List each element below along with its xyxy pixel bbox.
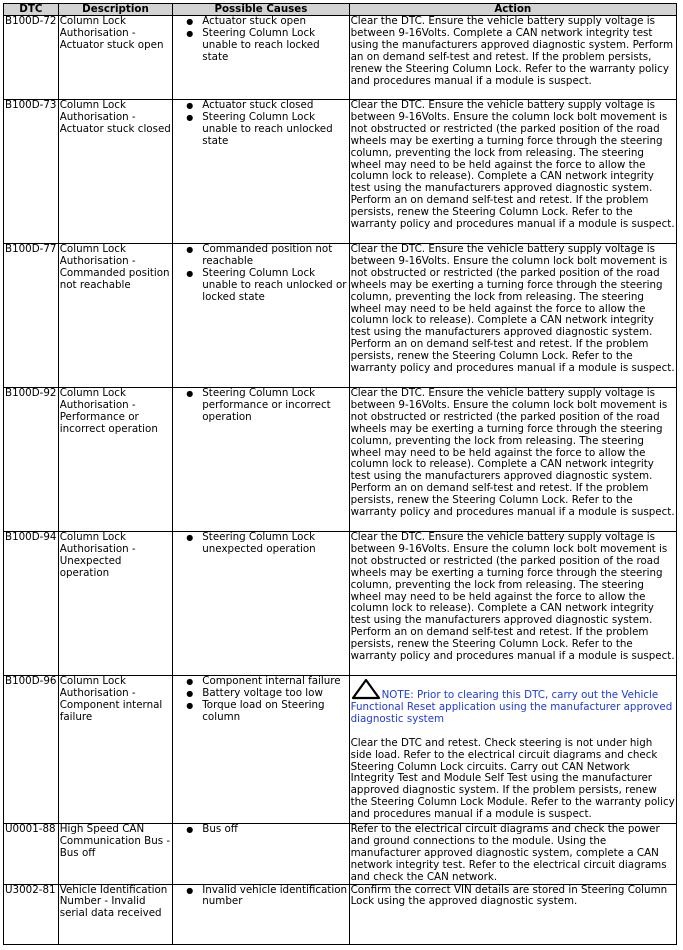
cause-item: ● Bus off: [190, 824, 347, 836]
possible-causes: [173, 824, 349, 885]
header-row: [4, 4, 677, 16]
dtc-code: U0001-88: [4, 824, 59, 885]
dtc-code: B100D-77: [4, 244, 59, 388]
cause-item: ● Steering Column Lock unable to reach unlocked or locked state: [190, 268, 347, 304]
dtc-code: B100D-73: [4, 100, 59, 244]
action-text: Clear the DTC. Ensure the vehicle battery supply voltage is between 9-16Volts. Ensure the column lock bolt movement is not obstructed or restricted (the parked position of the road wheels may be exerting a turning force through the steering column, preventing the lock from releasing. The steering wheel may need to be held against the force to allow the column lock to release). Complete a CAN network integrity test using the manufacturers approved diagnostic system. Perform an on demand self-test and retest. If the problem persists, renew the Steering Column Lock. Refer to the warranty policy and procedures manual if a module is suspect.: [349, 532, 676, 676]
cause-item: ● Torque load on Steering column: [190, 700, 347, 724]
dtc-description: Column Lock Authorisation - Actuator stuck closed: [58, 100, 173, 244]
action-text: Clear the DTC. Ensure the vehicle battery supply voltage is between 9-16Volts. Ensure the column lock bolt movement is not obstructed or restricted (the parked position of the road wheels may be exerting a turning force through the steering column, preventing the lock from releasing. The steering wheel may need to be held against the force to allow the column lock to release). Complete a CAN network integrity test using the manufacturers approved diagnostic system. Perform an on demand self-test and retest. If the problem persists, renew the Steering Column Lock. Refer to the warranty policy and procedures manual if a module is suspect.: [349, 100, 676, 244]
possible-causes: [173, 884, 349, 944]
dtc-description: Column Lock Authorisation - Actuator stuck open: [58, 16, 173, 100]
dtc-description: Vehicle Identification Number - Invalid serial data received: [58, 884, 173, 944]
possible-causes: [173, 16, 349, 100]
dtc-code: B100D-96: [4, 676, 59, 824]
possible-causes: [173, 676, 349, 824]
dtc-code: B100D-92: [4, 388, 59, 532]
dtc-table: [3, 3, 677, 945]
action-text: Clear the DTC. Ensure the vehicle battery supply voltage is between 9-16Volts. Ensure the column lock bolt movement is not obstructed or restricted (the parked position of the road wheels may be exerting a turning force through the steering column, preventing the lock from releasing. The steering wheel may need to be held against the force to allow the column lock to release). Complete a CAN network integrity test using the manufacturers approved diagnostic system. Perform an on demand self-test and retest. If the problem persists, renew the Steering Column Lock. Refer to the warranty policy and procedures manual if a module is suspect.: [349, 244, 676, 388]
cause-item: ● Commanded position not reachable: [190, 244, 347, 268]
cause-item: ● Steering Column Lock unexpected operation: [190, 532, 347, 556]
note: [351, 678, 675, 726]
cause-item: ● Invalid vehicle identification number: [190, 885, 347, 909]
dtc-description: Column Lock Authorisation - Commanded position not reachable: [58, 244, 173, 388]
header-description: Description: [58, 4, 173, 16]
cause-item: ● Actuator stuck open: [190, 16, 347, 28]
cause-item: ● Component internal failure: [190, 676, 347, 688]
dtc-description: Column Lock Authorisation - Performance or incorrect operation: [58, 388, 173, 532]
table-row: [4, 884, 677, 944]
action-text: Confirm the correct VIN details are stored in Steering Column Lock using the approved diagnostic system.: [349, 884, 676, 944]
cause-item: ● Steering Column Lock unable to reach unlocked state: [190, 112, 347, 148]
table-row: [4, 16, 677, 100]
cause-item: ● Steering Column Lock unable to reach locked state: [190, 28, 347, 64]
possible-causes: [173, 388, 349, 532]
header-action: Action: [349, 4, 676, 16]
possible-causes: [173, 244, 349, 388]
action-text: Clear the DTC. Ensure the vehicle battery supply voltage is between 9-16Volts. Ensure the column lock bolt movement is not obstructed or restricted (the parked position of the road wheels may be exerting a turning force through the steering column, preventing the lock from releasing. The steering wheel may need to be held against the force to allow the column lock to release). Complete a CAN network integrity test using the manufacturers approved diagnostic system. Perform an on demand self-test and retest. If the problem persists, renew the Steering Column Lock. Refer to the warranty policy and procedures manual if a module is suspect.: [349, 388, 676, 532]
table-row: [4, 676, 677, 824]
dtc-description: High Speed CAN Communication Bus - Bus off: [58, 824, 173, 885]
action-text: Clear the DTC and retest. Check steering is not under high side load. Refer to the electrical circuit diagrams and check Steering Column Lock circuits. Carry out CAN Network Integrity Test and Module Self Test using the manufacturer approved diagnostic system. If the problem persists, renew the Steering Column Lock Module. Refer to the warranty policy and procedures manual if a module is suspect.: [350, 736, 675, 821]
header-possible-causes: Possible Causes: [173, 4, 349, 16]
cause-item: ● Battery voltage too low: [190, 688, 347, 700]
action-text: Clear the DTC. Ensure the vehicle battery supply voltage is between 9-16Volts. Complete a CAN network integrity test using the manufacturers approved diagnostic system. Perform an on demand self-test and retest. If the problem persists, renew the Steering Column Lock. Refer to the warranty policy and procedures manual if a module is suspect.: [349, 16, 676, 100]
possible-causes: [173, 100, 349, 244]
header-dtc: DTC: [4, 4, 59, 16]
cause-item: ● Actuator stuck closed: [190, 100, 347, 112]
table-row: [4, 388, 677, 532]
note-text: NOTE: Prior to clearing this DTC, carry out the Vehicle Functional Reset application using the manufacturer approved diagnostic system: [350, 689, 673, 725]
table-row: [4, 532, 677, 676]
dtc-code: U3002-81: [4, 884, 59, 944]
cause-item: ● Steering Column Lock performance or incorrect operation: [190, 388, 347, 424]
dtc-code: B100D-72: [4, 16, 59, 100]
warning-triangle-icon: [351, 678, 381, 700]
table-row: [4, 100, 677, 244]
action-cell: [349, 676, 676, 824]
dtc-description: Column Lock Authorisation - Component internal failure: [58, 676, 173, 824]
dtc-description: Column Lock Authorisation - Unexpected operation: [58, 532, 173, 676]
action-text: Refer to the electrical circuit diagrams and check the power and ground connections to the module. Using the manufacturer approved diagnostic system, complete a CAN network integrity test. Refer to the electrical circuit diagrams and check the CAN network.: [349, 824, 676, 885]
dtc-code: B100D-94: [4, 532, 59, 676]
table-row: [4, 824, 677, 885]
table-row: [4, 244, 677, 388]
possible-causes: [173, 532, 349, 676]
